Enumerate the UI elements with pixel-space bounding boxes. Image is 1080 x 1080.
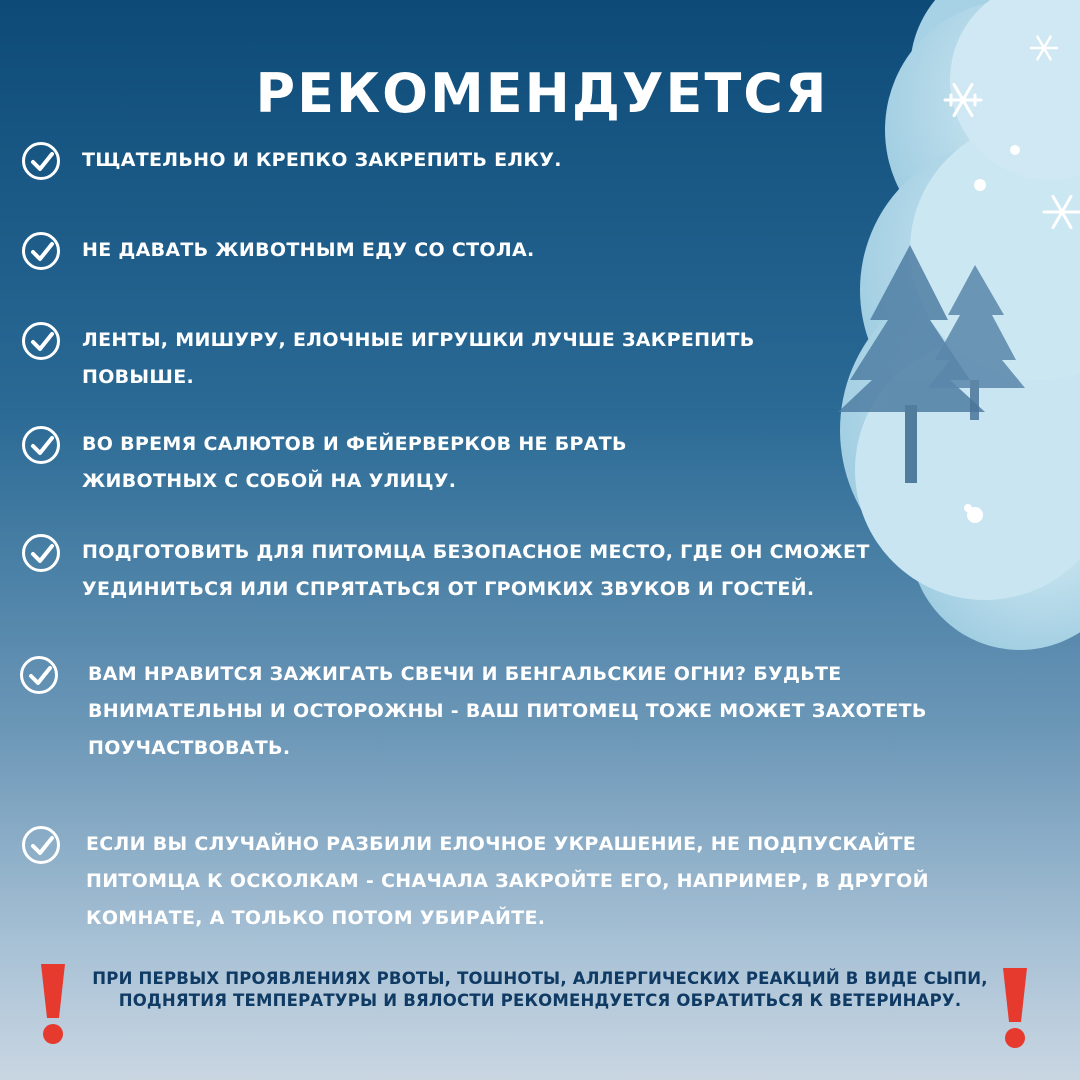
exclamation-icon: [38, 962, 68, 1046]
list-item: [22, 426, 702, 500]
list-item-text: НЕ ДАВАТЬ ЖИВОТНЫМ ЕДУ СО СТОЛА.: [82, 239, 535, 261]
check-circle-icon: [22, 142, 60, 180]
list-item-text: ПОДГОТОВИТЬ ДЛЯ ПИТОМЦА БЕЗОПАСНОЕ МЕСТО, ГДЕ ОН СМОЖЕТ УЕДИНИТЬСЯ ИЛИ СПРЯТАТЬСЯ ОТ ГРОМКИХ ЗВУКОВ И ГОСТЕЙ.: [82, 541, 870, 600]
check-circle-icon: [22, 534, 60, 572]
list-item-text: ВО ВРЕМЯ САЛЮТОВ И ФЕЙЕРВЕРКОВ НЕ БРАТЬ ЖИВОТНЫХ С СОБОЙ НА УЛИЦУ.: [82, 433, 627, 492]
list-item: [22, 232, 782, 270]
check-circle-icon: [22, 426, 60, 464]
list-item: [22, 534, 932, 608]
list-item: [22, 142, 782, 180]
list-item-text: ТЩАТЕЛЬНО И КРЕПКО ЗАКРЕПИТЬ ЕЛКУ.: [82, 149, 562, 171]
check-circle-icon: [22, 826, 60, 864]
list-item-text: ЕСЛИ ВЫ СЛУЧАЙНО РАЗБИЛИ ЕЛОЧНОЕ УКРАШЕНИЕ, НЕ ПОДПУСКАЙТЕ ПИТОМЦА К ОСКОЛКАМ - СНАЧАЛА ЗАКРОЙТЕ ЕГО, НАПРИМЕР, В ДРУГОЙ КОМНАТЕ, А ТОЛЬКО ПОТОМ УБИРАЙТЕ.: [86, 833, 929, 929]
list-item: [20, 656, 1008, 767]
list-item: [22, 322, 802, 396]
list-item-text: ЛЕНТЫ, МИШУРУ, ЕЛОЧНЫЕ ИГРУШКИ ЛУЧШЕ ЗАКРЕПИТЬ ПОВЫШЕ.: [82, 329, 755, 388]
check-circle-icon: [20, 656, 58, 694]
check-circle-icon: [22, 322, 60, 360]
list-item-text: ВАМ НРАВИТСЯ ЗАЖИГАТЬ СВЕЧИ И БЕНГАЛЬСКИЕ ОГНИ? БУДЬТЕ ВНИМАТЕЛЬНЫ И ОСТОРОЖНЫ - ВАШ ПИТОМЕЦ ТОЖЕ МОЖЕТ ЗАХОТЕТЬ ПОУЧАСТВОВАТЬ.: [88, 663, 927, 759]
warning-text: ПРИ ПЕРВЫХ ПРОЯВЛЕНИЯХ РВОТЫ, ТОШНОТЫ, АЛЛЕРГИЧЕСКИХ РЕАКЦИЙ В ВИДЕ СЫПИ, ПОДНЯТИЯ ТЕМПЕРАТУРЫ И ВЯЛОСТИ РЕКОМЕНДУЕТСЯ ОБРАТИТЬСЯ К ВЕТЕРИНАРУ.: [92, 969, 988, 1010]
exclamation-icon: [1000, 966, 1030, 1050]
page-title: РЕКОМЕНДУЕТСЯ: [255, 62, 829, 125]
list-item: [22, 826, 1016, 937]
check-circle-icon: [22, 232, 60, 270]
